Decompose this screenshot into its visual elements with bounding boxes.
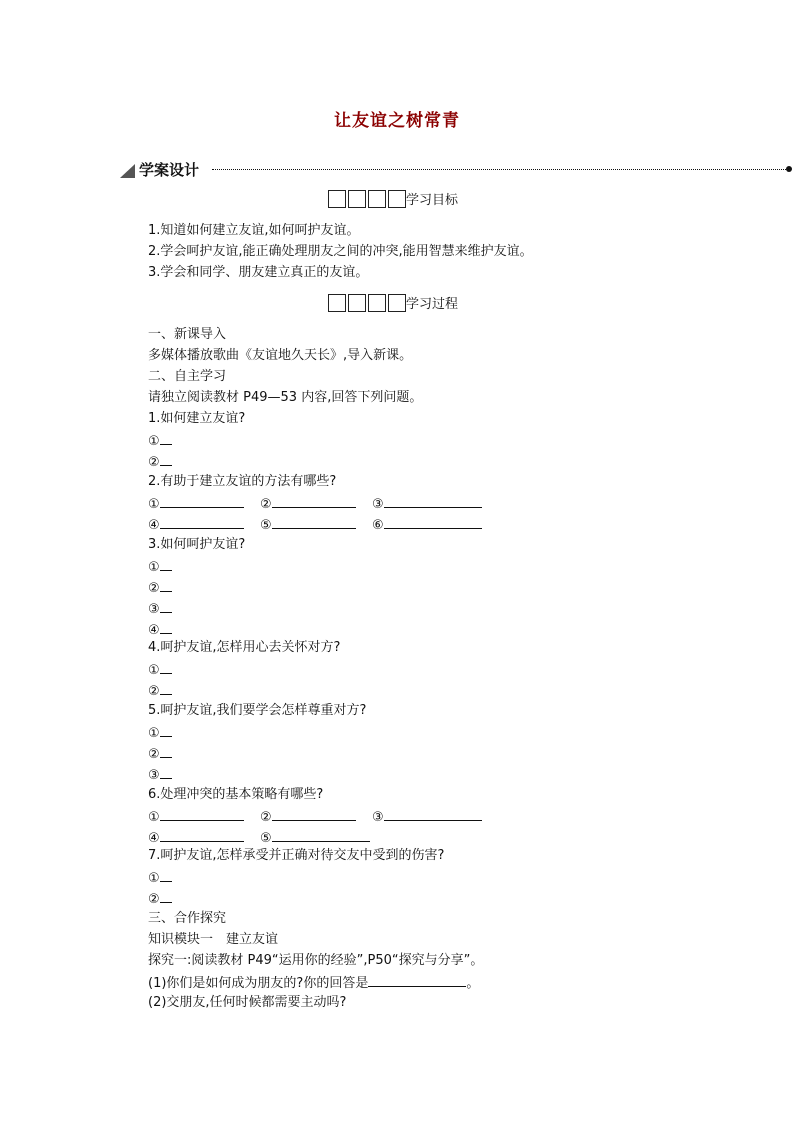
process-heading-text: 学习过程: [406, 297, 459, 312]
answer-blank[interactable]: [160, 680, 172, 695]
dot-endpoint-icon: [786, 166, 792, 172]
answer-row: [148, 493, 484, 515]
answer-line: [148, 598, 172, 620]
marker: ③: [372, 810, 384, 825]
answer-line: [148, 722, 172, 744]
part3-title: 三、合作探究: [148, 911, 227, 926]
marker: ④: [148, 518, 160, 533]
marker: ②: [148, 581, 160, 596]
answer-blank[interactable]: [160, 764, 172, 779]
sub-question-2: (2)交朋友,任何时候都需要主动吗?: [148, 995, 347, 1010]
marker: ③: [372, 497, 384, 512]
question-7: 7.呵护友谊,怎样承受并正确对待交友中受到的伤害?: [148, 848, 445, 863]
question-5: 5.呵护友谊,我们要学会怎样尊重对方?: [148, 703, 367, 718]
answer-blank[interactable]: [160, 514, 244, 529]
answer-blank[interactable]: [384, 514, 482, 529]
document-title: 让友谊之树常青: [334, 111, 460, 131]
answer-blank[interactable]: [160, 743, 172, 758]
part2-text: 请独立阅读教材 P49—53 内容,回答下列问题。: [148, 390, 423, 405]
answer-blank[interactable]: [160, 577, 172, 592]
question-3: 3.如何呵护友谊?: [148, 537, 246, 552]
marker: ①: [148, 434, 160, 449]
empty-box: [328, 190, 346, 208]
question-1: 1.如何建立友谊?: [148, 411, 246, 426]
answer-blank[interactable]: [160, 827, 244, 842]
answer-blank[interactable]: [160, 888, 172, 903]
objective-item: 1.知道如何建立友谊,如何呵护友谊。: [148, 223, 360, 238]
marker: ④: [148, 623, 160, 638]
answer-row: [148, 806, 484, 828]
part2-title: 二、自主学习: [148, 369, 227, 384]
marker: ②: [260, 497, 272, 512]
answer-line: [148, 430, 172, 452]
answer-blank[interactable]: [272, 514, 356, 529]
question-6: 6.处理冲突的基本策略有哪些?: [148, 787, 324, 802]
marker: ①: [148, 497, 160, 512]
answer-blank[interactable]: [272, 493, 356, 508]
process-heading: [328, 293, 458, 313]
marker: ⑤: [260, 518, 272, 533]
marker: ②: [148, 684, 160, 699]
answer-blank[interactable]: [160, 451, 172, 466]
section-label: 学案设计: [139, 161, 200, 179]
answer-row: [148, 514, 484, 536]
marker: ②: [148, 455, 160, 470]
answer-line: [148, 680, 172, 702]
answer-blank[interactable]: [160, 867, 172, 882]
module-1-title: 知识模块一 建立友谊: [148, 932, 279, 947]
marker: ②: [148, 892, 160, 907]
explore-1-text: 探究一:阅读教材 P49“运用你的经验”,P50“探究与分享”。: [148, 953, 484, 968]
question-4: 4.呵护友谊,怎样用心去关怀对方?: [148, 640, 341, 655]
empty-box: [388, 190, 406, 208]
answer-blank[interactable]: [160, 619, 172, 634]
empty-box: [348, 294, 366, 312]
marker: ④: [148, 831, 160, 846]
marker: ③: [148, 768, 160, 783]
marker: ③: [148, 602, 160, 617]
dotted-rule: [212, 169, 786, 170]
objectives-heading-text: 学习目标: [406, 193, 459, 208]
marker: ①: [148, 560, 160, 575]
objective-item: 3.学会和同学、朋友建立真正的友谊。: [148, 265, 369, 280]
marker: ②: [148, 747, 160, 762]
answer-blank[interactable]: [160, 598, 172, 613]
answer-line: [148, 659, 172, 681]
objective-item: 2.学会呵护友谊,能正确处理朋友之间的冲突,能用智慧来维护友谊。: [148, 244, 533, 259]
empty-box: [328, 294, 346, 312]
answer-blank[interactable]: [160, 493, 244, 508]
sub-question-1: [148, 972, 479, 994]
answer-line: [148, 867, 172, 889]
empty-box: [388, 294, 406, 312]
answer-blank[interactable]: [384, 493, 482, 508]
part1-title: 一、新课导入: [148, 327, 227, 342]
answer-blank[interactable]: [272, 806, 356, 821]
answer-blank[interactable]: [160, 722, 172, 737]
marker: ①: [148, 726, 160, 741]
empty-box: [368, 190, 386, 208]
marker: ①: [148, 810, 160, 825]
answer-line: [148, 764, 172, 786]
sub-question-1-suffix: 。: [466, 976, 480, 991]
sub-question-1-text: (1)你们是如何成为朋友的?你的回答是: [148, 976, 369, 991]
marker: ②: [260, 810, 272, 825]
answer-line: [148, 743, 172, 765]
answer-blank[interactable]: [384, 806, 482, 821]
part1-text: 多媒体播放歌曲《友谊地久天长》,导入新课。: [148, 348, 413, 363]
answer-blank[interactable]: [160, 806, 244, 821]
answer-blank[interactable]: [160, 556, 172, 571]
answer-line: [148, 556, 172, 578]
marker: ①: [148, 663, 160, 678]
answer-blank[interactable]: [160, 430, 172, 445]
marker: ①: [148, 871, 160, 886]
marker: ⑥: [372, 518, 384, 533]
objectives-heading: [328, 189, 458, 209]
question-2: 2.有助于建立友谊的方法有哪些?: [148, 474, 337, 489]
empty-box: [348, 190, 366, 208]
answer-blank[interactable]: [368, 972, 466, 987]
answer-line: [148, 451, 172, 473]
answer-blank[interactable]: [160, 659, 172, 674]
answer-line: [148, 577, 172, 599]
marker: ⑤: [260, 831, 272, 846]
empty-box: [368, 294, 386, 312]
triangle-icon: [120, 164, 135, 178]
section-header-bar: [120, 161, 792, 181]
answer-blank[interactable]: [272, 827, 370, 842]
answer-line: [148, 888, 172, 910]
